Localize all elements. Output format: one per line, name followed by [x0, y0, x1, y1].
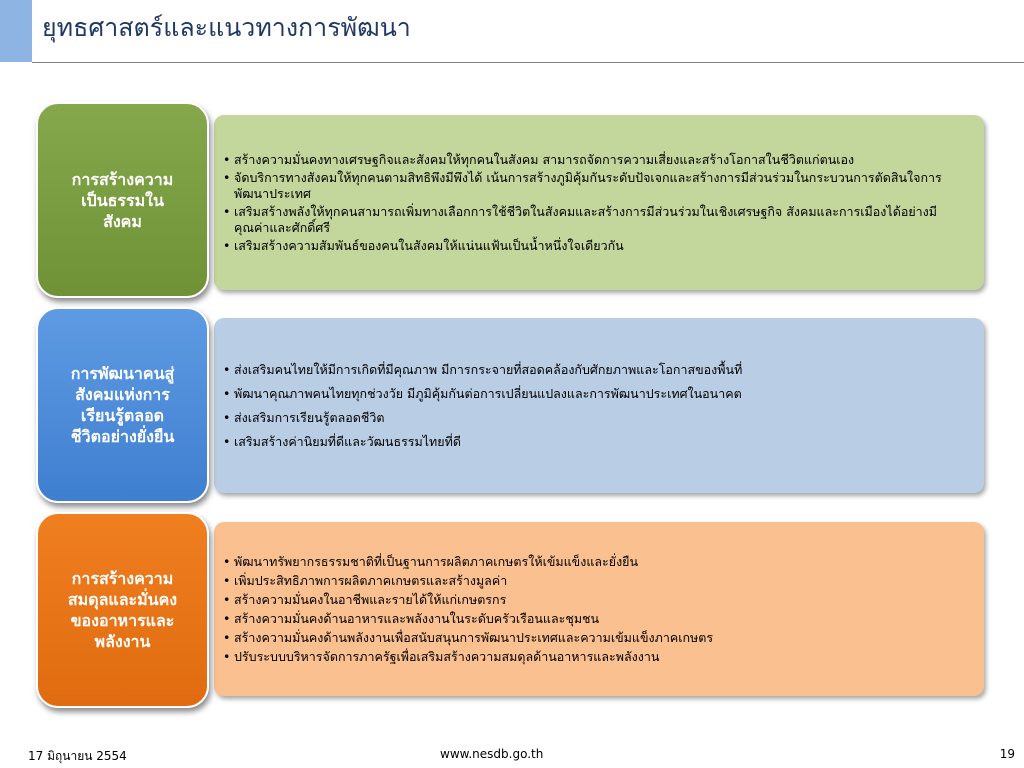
- section-3-heading-line-1: การสร้างความ: [71, 569, 174, 588]
- section-3-bullet-4: • สร้างความมั่นคงด้านอาหารและพลังงานในระดับครัวเรือนและชุมชน: [222, 610, 970, 627]
- section-2-bullet-4: • เสริมสร้างค่านิยมที่ดีและวัฒนธรรมไทยที่ดี: [222, 434, 970, 450]
- section-1-bullet-2: • จัดบริการทางสังคมให้ทุกคนตามสิทธิพึงมีพึงได้ เน้นการสร้างภูมิคุ้มกันระดับปัจเจกและสร้างการมีส่วนร่วมในกระบวนการตัดสินใจการพัฒนาประเทศ: [222, 170, 970, 202]
- title-accent-bar: [0, 0, 32, 62]
- footer-url[interactable]: www.nesdb.go.th: [440, 747, 544, 761]
- section-2-heading-line-2: สังคมแห่งการ: [75, 385, 170, 404]
- section-3-heading-line-2: สมดุลและมั่นคง: [67, 590, 178, 609]
- section-1-heading-line-1: การสร้างความ: [71, 169, 174, 189]
- section-1-heading: [72, 169, 174, 232]
- section-2-heading-line-1: การพัฒนาคนสู่: [70, 364, 175, 383]
- section-3-bullet-3: • สร้างความมั่นคงในอาชีพและรายได้ให้แก่เกษตรกร: [222, 591, 970, 608]
- section-2-bullet-3: • ส่งเสริมการเรียนรู้ตลอดชีวิต: [222, 410, 970, 426]
- section-3-heading-box: [36, 512, 209, 708]
- slide-title: ยุทธศาสตร์และแนวทางการพัฒนา: [42, 13, 411, 42]
- section-1-bullet-list: [222, 150, 970, 256]
- section-2-heading-line-4: ชีวิตอย่างยั่งยืน: [70, 427, 175, 446]
- section-3-bullet-panel: [214, 522, 984, 696]
- section-2-heading-box: [36, 307, 209, 503]
- section-2-bullet-2: • พัฒนาคุณภาพคนไทยทุกช่วงวัย มีภูมิคุ้มกันต่อการเปลี่ยนแปลงและการพัฒนาประเทศในอนาคต: [222, 386, 970, 402]
- section-2-bullet-panel: [214, 318, 984, 493]
- footer-date: 17 มิถุนายน 2554: [28, 749, 127, 763]
- section-1-heading-line-2: เป็นธรรมใน: [81, 190, 164, 210]
- slide-page-number: 19: [999, 747, 1015, 761]
- section-1-bullet-3: • เสริมสร้างพลังให้ทุกคนสามารถเพิ่มทางเลือกการใช้ชีวิตในสังคมและสร้างการมีส่วนร่วมในเชิงเศรษฐกิจ สังคมและการเมืองได้อย่างมีคุณค่าและศักดิ์ศรี: [222, 204, 970, 236]
- section-1-bullet-4: • เสริมสร้างความสัมพันธ์ของคนในสังคมให้แน่นแฟ้นเป็นน้ำหนึ่งใจเดียวกัน: [222, 238, 970, 254]
- section-2-heading: [71, 363, 175, 447]
- section-2-bullet-1: • ส่งเสริมคนไทยให้มีการเกิดที่มีคุณภาพ มีการกระจายที่สอดคล้องกับศักยภาพและโอกาสของพื้นที่: [222, 362, 970, 378]
- section-2-bullet-list: [222, 354, 970, 458]
- section-1-heading-box: [36, 102, 209, 298]
- section-3-heading-line-4: พลังงาน: [94, 632, 151, 651]
- section-1-heading-line-3: สังคม: [103, 211, 142, 231]
- section-3-heading-line-3: ของอาหารและ: [70, 611, 175, 630]
- section-3-bullet-5: • สร้างความมั่นคงด้านพลังงานเพื่อสนับสนุนการพัฒนาประเทศและความเข้มแข็งภาคเกษตร: [222, 629, 970, 646]
- section-2-heading-line-3: เรียนรู้ตลอด: [80, 406, 165, 425]
- section-3-bullet-6: • ปรับระบบบริหารจัดการภาครัฐเพื่อเสริมสร้างความสมดุลด้านอาหารและพลังงาน: [222, 648, 970, 665]
- section-3-heading: [68, 568, 177, 652]
- section-3-bullet-list: [222, 551, 970, 667]
- section-1-bullet-1: • สร้างความมั่นคงทางเศรษฐกิจและสังคมให้ทุกคนในสังคม สามารถจัดการความเสี่ยงและสร้างโอกาสในชีวิตแก่ตนเอง: [222, 152, 970, 168]
- title-divider: [32, 62, 1024, 63]
- section-3-bullet-2: • เพิ่มประสิทธิภาพการผลิตภาคเกษตรและสร้างมูลค่า: [222, 572, 970, 589]
- section-3-bullet-1: • พัฒนาทรัพยากรธรรมชาติที่เป็นฐานการผลิตภาคเกษตรให้เข้มแข็งและยั่งยืน: [222, 553, 970, 570]
- section-1-bullet-panel: [214, 115, 984, 290]
